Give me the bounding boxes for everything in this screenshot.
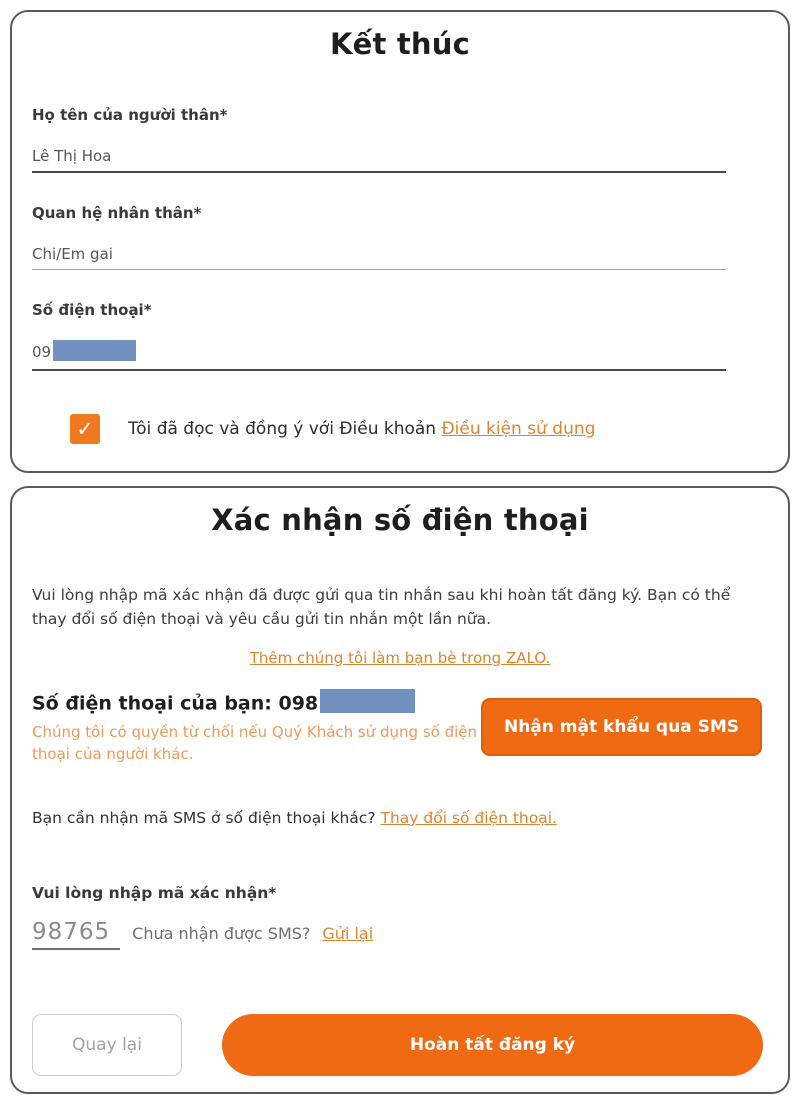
relationship-label: Quan hệ nhân thân*	[32, 204, 202, 222]
relationship-field	[32, 203, 726, 270]
zalo-row	[12, 649, 788, 667]
phone-input-value: 09	[32, 343, 52, 361]
phone-input[interactable]	[32, 342, 726, 371]
phone-warning-text: Chúng tôi có quyền từ chối nếu Quý Khách sử dụng số điện thoại của người khác.	[32, 722, 478, 764]
finish-form	[12, 105, 788, 371]
receive-password-sms-button[interactable]: Nhận mật khẩu qua SMS	[481, 698, 762, 756]
confirmation-code-row	[12, 919, 788, 950]
change-phone-question: Bạn cần nhận mã SMS ở số điện thoại khác?	[32, 808, 381, 827]
terms-checkbox[interactable]	[70, 414, 100, 444]
relationship-input[interactable]: Chi/Em gai	[32, 245, 726, 270]
finish-panel-title: Kết thúc	[329, 27, 471, 61]
relative-name-field	[32, 105, 726, 173]
confirm-panel	[10, 486, 790, 1094]
footer-actions	[32, 1014, 763, 1076]
relative-name-label: Họ tên của người thân*	[32, 106, 228, 124]
phone-label: Số điện thoại*	[32, 301, 152, 319]
confirmation-code-label: Vui lòng nhập mã xác nhận*	[32, 883, 277, 902]
confirm-phone-text: Số điện thoại của bạn: 098	[32, 692, 319, 715]
confirm-phone-row	[12, 692, 788, 767]
change-phone-link[interactable]: Thay đổi số điện thoại.	[380, 808, 557, 827]
resend-link[interactable]: Gửi lại	[322, 923, 374, 943]
confirm-panel-title: Xác nhận số điện thoại	[211, 503, 589, 537]
back-button[interactable]: Quay lại	[32, 1014, 182, 1076]
resend-question: Chưa nhận được SMS?	[132, 923, 311, 943]
change-phone-row	[12, 809, 788, 827]
terms-row	[70, 414, 768, 444]
terms-conditions-link[interactable]: Điều kiện sử dụng	[441, 419, 596, 439]
complete-registration-button[interactable]: Hoàn tất đăng ký	[222, 1014, 763, 1076]
redacted-phone-overlay	[320, 689, 415, 713]
terms-text-static: Tôi đã đọc và đồng ý với Điều khoản	[128, 419, 442, 439]
relative-name-input[interactable]: Lê Thị Hoa	[32, 147, 726, 173]
phone-field	[32, 300, 726, 371]
checkmark-icon: ✓	[76, 417, 94, 441]
redacted-phone-overlay	[53, 340, 136, 361]
finish-panel	[10, 10, 790, 473]
confirmation-code-input[interactable]: 98765	[32, 919, 120, 950]
terms-text	[128, 419, 595, 439]
zalo-link[interactable]: Thêm chúng tôi làm bạn bè trong ZALO.	[249, 648, 551, 667]
confirm-intro-text: Vui lòng nhập mã xác nhận đã được gửi qua tin nhắn sau khi hoàn tất đăng ký. Bạn có thể thay đổi số điện thoại và yêu cầu gửi tin nhắn một lần nữa.	[32, 586, 731, 629]
